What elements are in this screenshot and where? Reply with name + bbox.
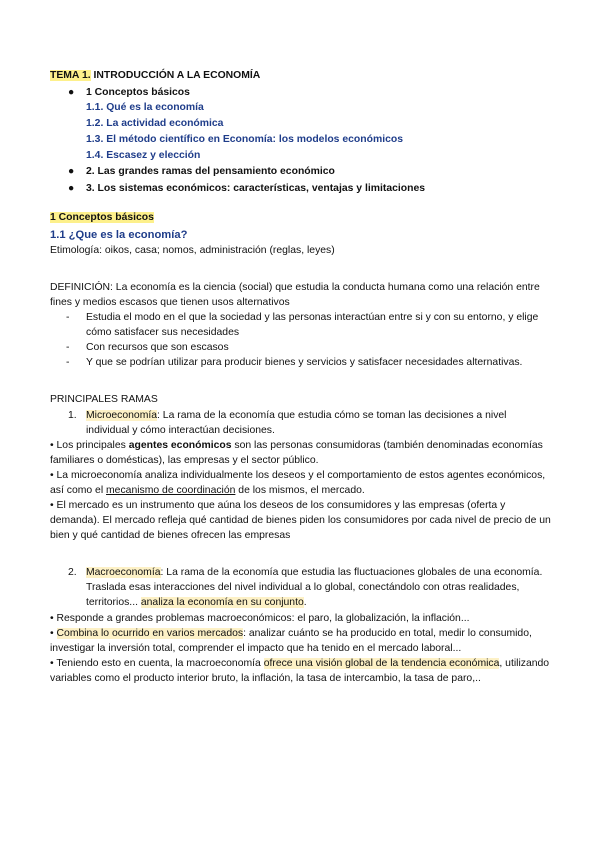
toc-item-label: 3. Los sistemas económicos: características, ventajas y limitaciones: [86, 182, 426, 194]
section-heading: 1 Conceptos básicos: [50, 211, 154, 223]
toc-subitem: 1.1. Qué es la economía: [86, 102, 204, 114]
bullet-icon: ●: [68, 166, 75, 178]
toc-subitem: 1.3. El método científico en Economía: los modelos económicos: [86, 134, 403, 146]
ramas-list-macro: [50, 565, 552, 610]
table-of-contents: [50, 85, 552, 196]
macro-bullet-3: • Teniendo esto en cuenta, la macroeconomía ofrece una visión global de la tendencia económica, utilizando variables como el producto interior bruto, la inflación, la tasa de intercambio, la tasa de paro,..: [50, 657, 550, 684]
micro-term: Microeconomía: [86, 409, 158, 421]
macro-term: Macroeconomía: [86, 567, 161, 579]
toc-item-1: [68, 85, 552, 163]
toc-sublist: [86, 100, 552, 163]
micro-bullet-2: • La microeconomía analiza individualmente los deseos y el comportamiento de estos agentes económicos, así como el mecanismo de coordinación de los mismos, el mercado.: [50, 469, 546, 496]
document-title: [50, 68, 552, 83]
toc-subitem: 1.4. Escasez y elección: [86, 150, 201, 162]
toc-item-label: 1 Conceptos básicos: [86, 87, 190, 99]
title-prefix: TEMA 1.: [50, 70, 91, 81]
title-rest: INTRODUCCIÓN A LA ECONOMÍA: [90, 70, 261, 81]
toc-item-3: [68, 181, 552, 196]
micro-bullet-3: • El mercado es un instrumento que aúna los deseos de los consumidores y las empresas (oferta y demanda). El mercado refleja qué cantidad de bienes piden los consumidores por cada nivel de precio de un bien y qué cantidad de bienes ofrecen las empresas: [50, 500, 551, 542]
toc-item-label: 2. Las grandes ramas del pensamiento económico: [86, 166, 335, 178]
bullet-icon: ●: [68, 87, 75, 99]
list-item: 1. Microeconomía: La rama de la economía que estudia cómo se toman las decisiones a nivel individual y cómo interactúan decisiones.: [68, 409, 507, 436]
etimologia-text: Etimología: oikos, casa; nomos, administración (reglas, leyes): [50, 244, 335, 256]
list-item: 2. Macroeconomía: La rama de la economía que estudia las fluctuaciones globales de una economía. Traslada esas interacciones del nivel individual a lo global, conectándolo con otras realidades, territorios... analiza la economía en su conjunto.: [68, 567, 543, 609]
micro-bullet-1: • Los principales agentes económicos son las personas consumidoras (también denominadas economías familiares o domésticas), las empresas y el sector público.: [50, 439, 543, 466]
ramas-list-micro: [50, 408, 552, 438]
list-item: - Estudia el modo en el que la sociedad y las personas interactúan entre si y con su entorno, y elige cómo satisfacer sus necesidades: [66, 312, 539, 339]
list-item: - Con recursos que son escasos: [66, 340, 552, 355]
dash-icon: -: [66, 312, 70, 324]
toc-subitem: 1.2. La actividad económica: [86, 118, 224, 130]
toc-item-2: [68, 164, 552, 179]
macro-bullet-1: • Responde a grandes problemas macroeconómicos: el paro, la globalización, la inflación...: [50, 612, 470, 624]
ramas-heading: PRINCIPALES RAMAS: [50, 394, 158, 406]
macro-bullet-2: • Combina lo ocurrido en varios mercados: analizar cuánto se ha producido en total, medir lo consumido, investigar la inversión total, comprender el impacto que ha tenido en el mercado laboral...: [50, 627, 532, 654]
dash-icon: -: [66, 357, 70, 369]
bullet-icon: ●: [68, 182, 75, 194]
subsection-heading: 1.1 ¿Que es la economía?: [50, 228, 188, 241]
list-item: - Y que se podrían utilizar para producir bienes y servicios y satisfacer necesidades alternativas.: [66, 355, 552, 370]
dash-icon: -: [66, 342, 70, 354]
definicion-list: [50, 310, 552, 370]
definicion-text: DEFINICIÓN: La economía es la ciencia (social) que estudia la conducta humana como una relación entre fines y medios escasos que tienen usos alternativos: [50, 282, 540, 309]
